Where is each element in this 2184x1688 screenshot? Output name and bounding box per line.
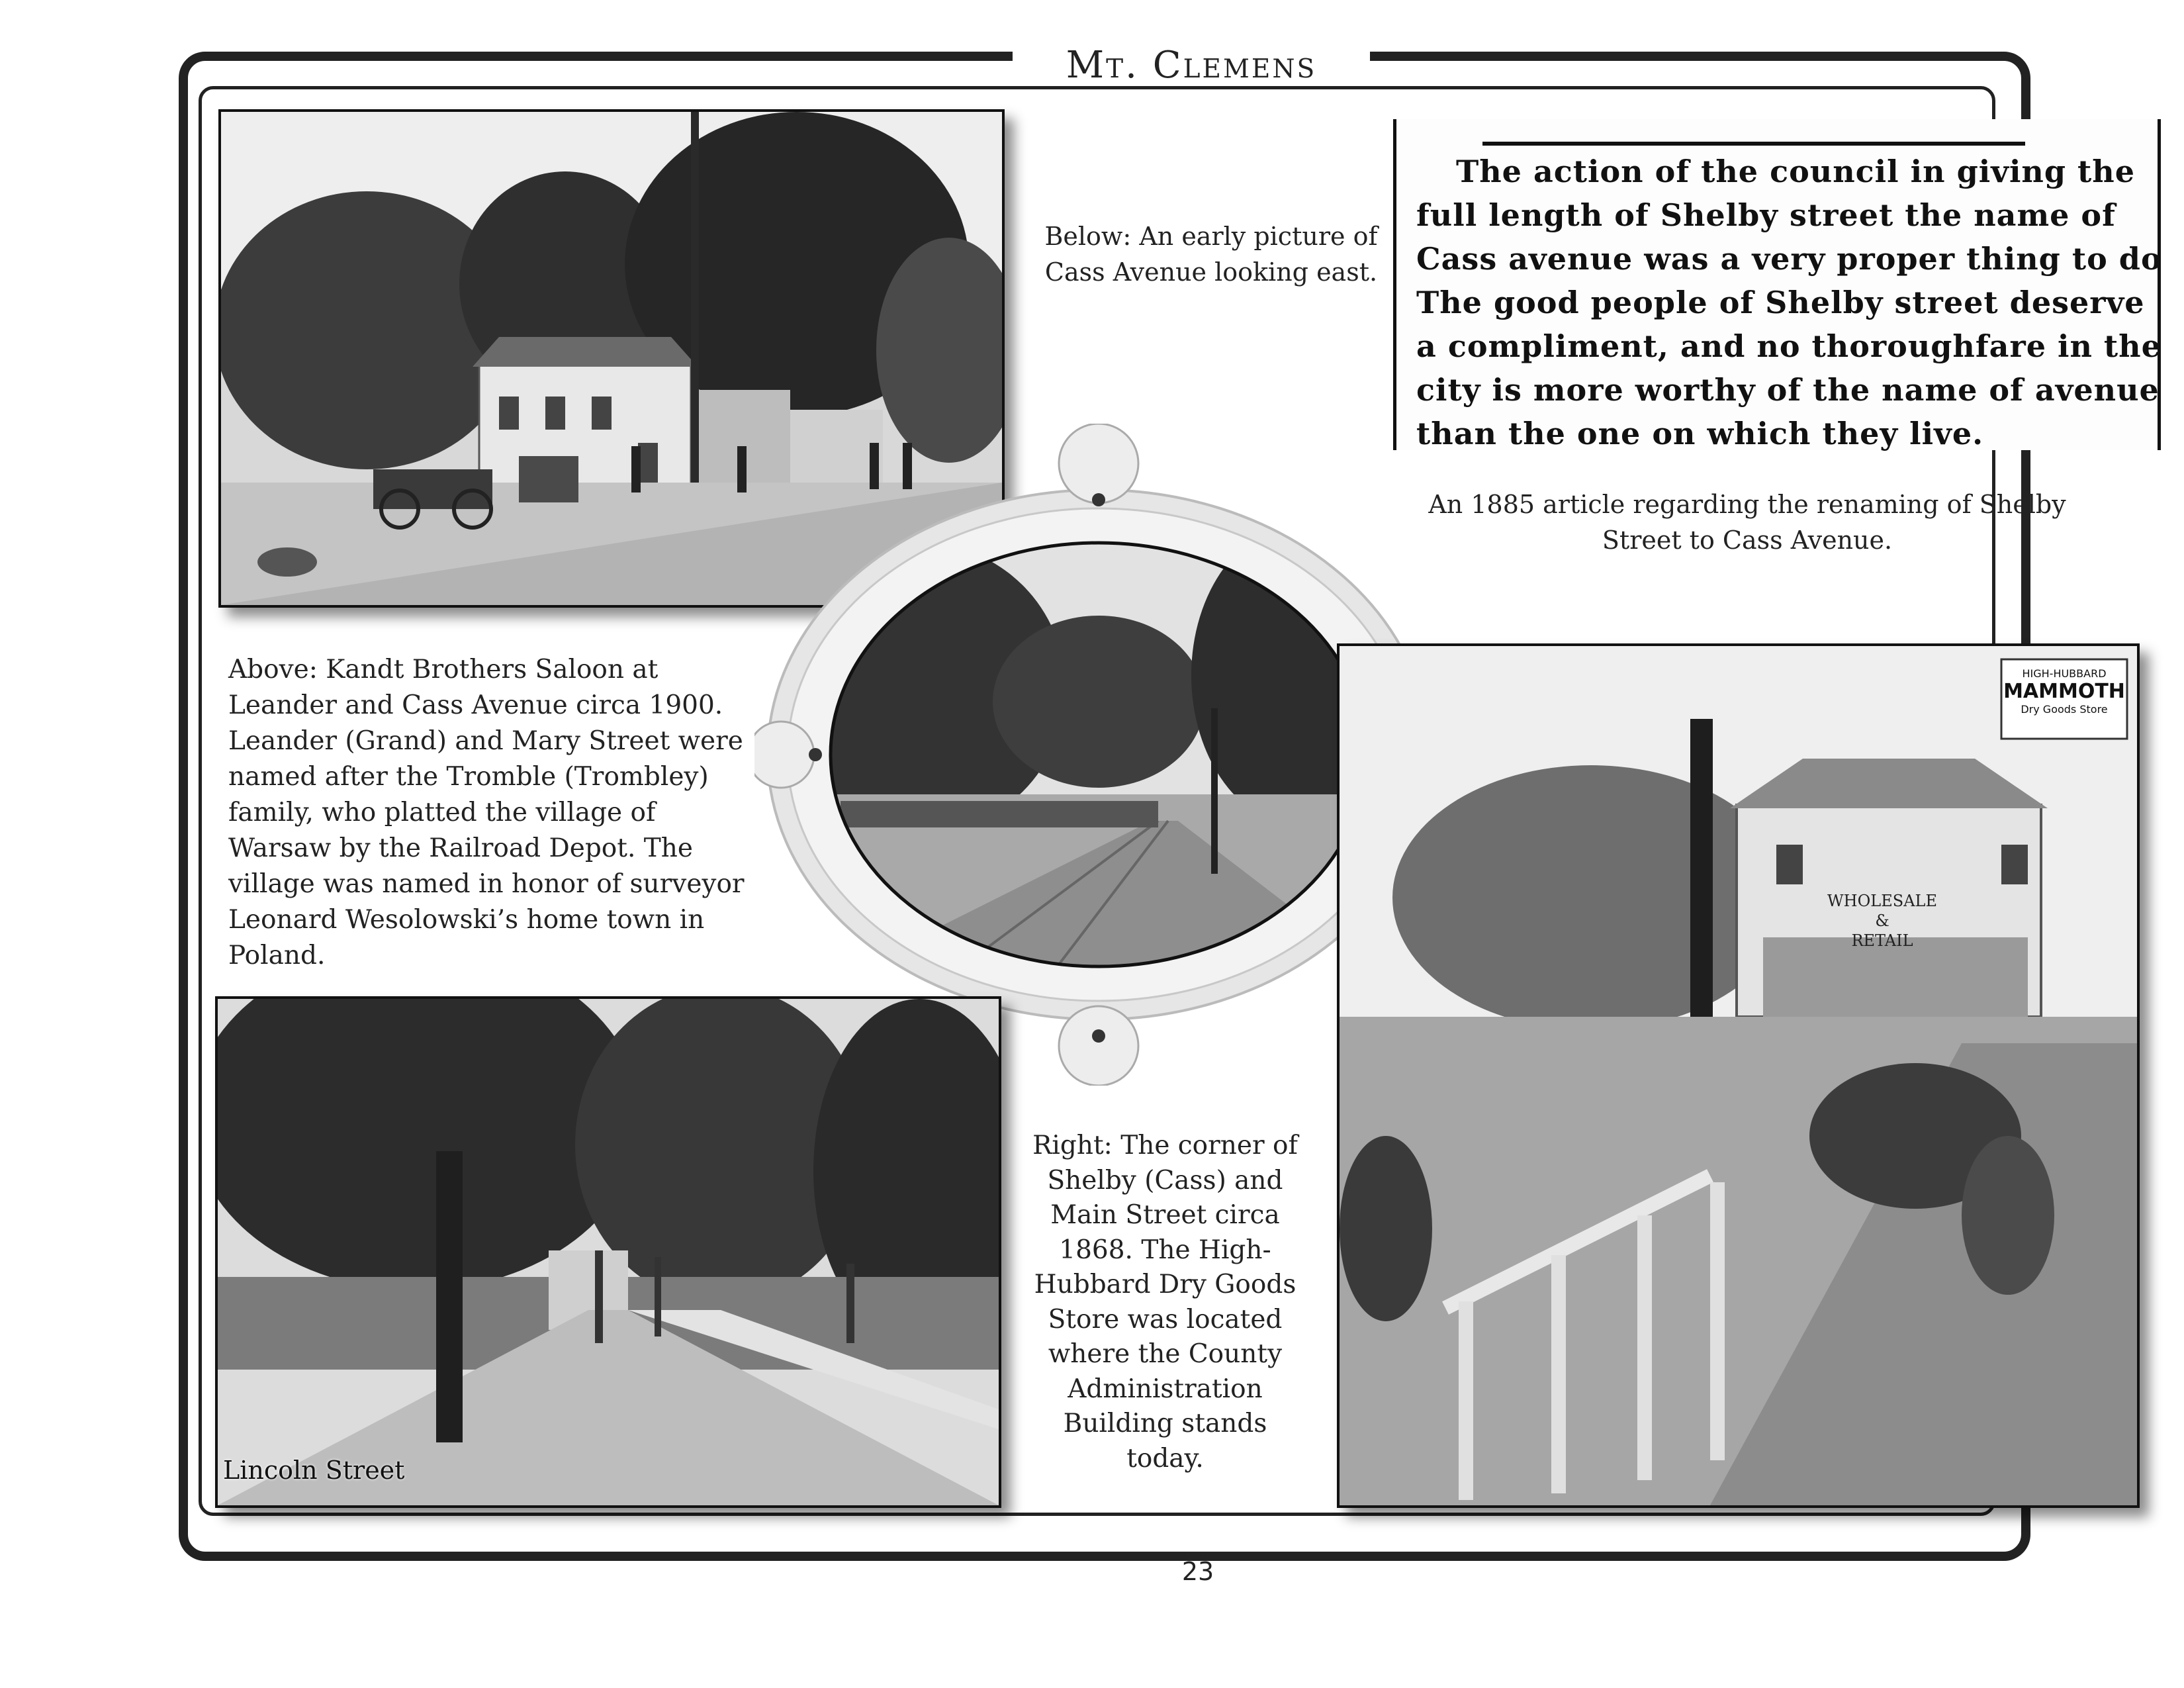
- store-sign-line: Dry Goods Store: [2021, 703, 2108, 716]
- lincoln-street-label: Lincoln Street: [223, 1456, 405, 1485]
- store-facade-line: &: [1875, 912, 1889, 930]
- clipping-line: a compliment, and no thoroughfare in the: [1416, 328, 2161, 364]
- page-number: 23: [1181, 1557, 1214, 1586]
- clipping-line: The good people of Shelby street deserve: [1416, 285, 2145, 320]
- clipping-line: than the one on which they live.: [1416, 416, 1984, 451]
- caption-cass-early: Below: An early picture of Cass Avenue looking east.: [1044, 222, 1378, 287]
- caption-kandt-saloon: Above: Kandt Brothers Saloon at Leander and Cass Avenue circa 1900. Leander (Grand) and Mary Street were named after the Tromble (Trombley) family, who platted the village of Warsaw by the Railroad Depot. The village was named in honor of surveyor Leonard Wesolowski’s home town in Poland.: [228, 655, 745, 970]
- store-sign: [2001, 659, 2127, 739]
- clipping-line: full length of Shelby street the name of: [1416, 197, 2116, 233]
- clipping-line: city is more worthy of the name of avenue: [1416, 372, 2160, 408]
- store-facade-text: [1823, 891, 1942, 951]
- clipping-line: The action of the council in giving the: [1456, 154, 2136, 189]
- clipping-rule: [1482, 142, 2025, 146]
- store-facade-line: RETAIL: [1851, 931, 1913, 950]
- store-sign-line: HIGH-HUBBARD: [2022, 667, 2107, 680]
- caption-article-1885: An 1885 article regarding the renaming of Shelby Street to Cass Avenue.: [1428, 490, 2066, 555]
- caption-shelby-main: Right: The corner of Shelby (Cass) and Main Street circa 1868. The High-Hubbard Dry Goods Store was located where the County Administration Building stands today.: [1032, 1131, 1298, 1474]
- photo-lincoln-street: [215, 996, 1001, 1508]
- store-facade-line: WHOLESALE: [1827, 892, 1937, 910]
- store-sign-line: MAMMOTH: [2003, 680, 2125, 703]
- page-title: Mt. Clemens: [1066, 44, 1317, 87]
- clipping-line: Cass avenue was a very proper thing to do: [1416, 241, 2162, 277]
- photo-shelby-main: [1337, 643, 2140, 1508]
- newspaper-clipping: [1393, 119, 2161, 450]
